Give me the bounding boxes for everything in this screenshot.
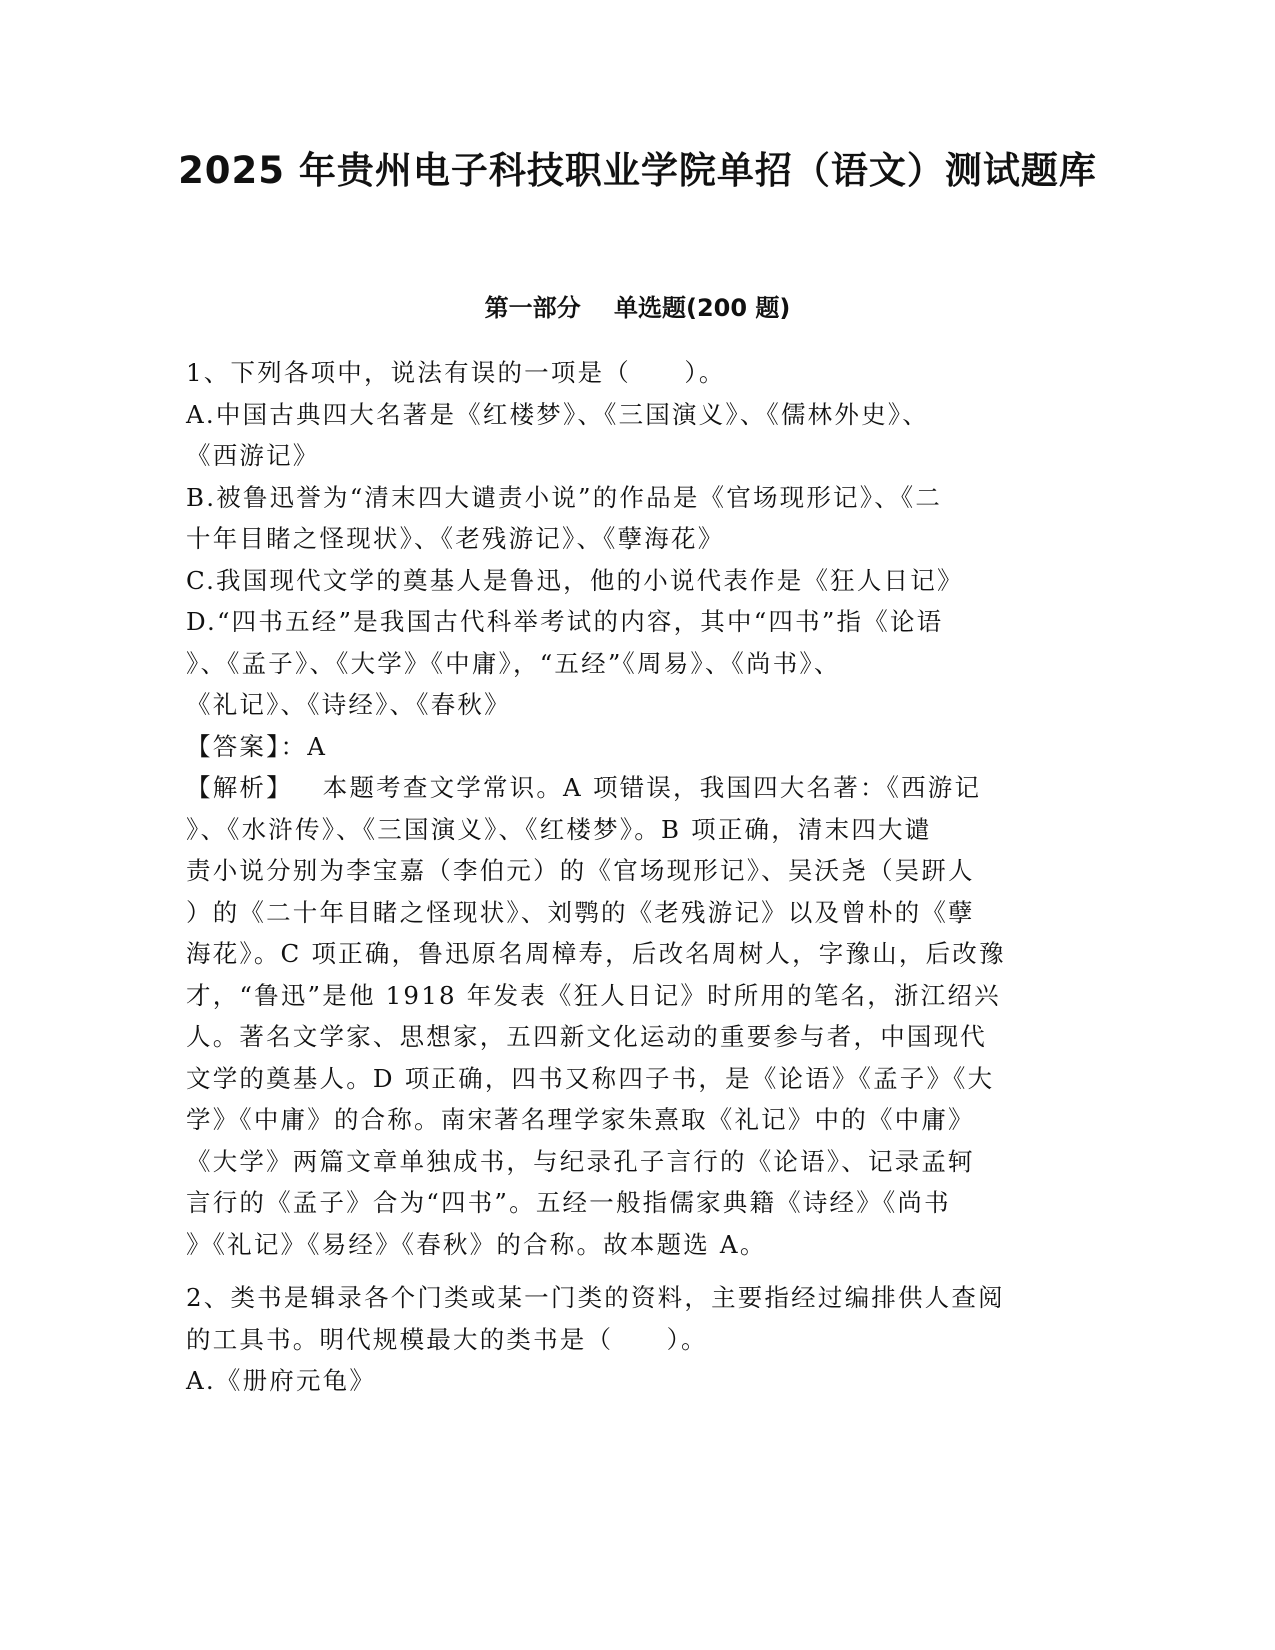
question-content — [186, 352, 1086, 1402]
question-2 — [186, 1277, 1086, 1402]
answer-line: 【答案】：A — [186, 731, 328, 761]
analysis-line: 海花》。C 项正确，鲁迅原名周樟寿，后改名周树人，字豫山，后改豫 — [186, 939, 1006, 968]
analysis-line: 言行的《孟子》合为“四书”。五经一般指儒家典籍《诗经》《尚书 — [186, 1188, 951, 1217]
option-b-line: B.被鲁迅誉为“清末四大谴责小说”的作品是《官场现形记》、《二 — [186, 482, 943, 512]
analysis-line: 》《礼记》《易经》《春秋》的合称。故本题选 A。 — [186, 1229, 767, 1259]
analysis-line: 才，“鲁迅”是他 1918 年发表《狂人日记》时所用的笔名，浙江绍兴 — [186, 980, 1001, 1010]
analysis-line: 文学的奠基人。D 项正确，四书又称四子书，是《论语》《孟子》《大 — [186, 1063, 995, 1093]
option-c-line: C.我国现代文学的奠基人是鲁迅，他的小说代表作是《狂人日记》 — [186, 565, 964, 595]
analysis-line: 学》《中庸》的合称。南宋著名理学家朱熹取《礼记》中的《中庸》 — [186, 1105, 975, 1134]
document-title: 2025 年贵州电子科技职业学院单招（语文）测试题库 — [178, 149, 1097, 192]
analysis-line: 《大学》两篇文章单独成书，与纪录孔子言行的《论语》、记录孟轲 — [186, 1146, 975, 1176]
analysis-line: 》、《水浒传》、《三国演义》、《红楼梦》。B 项正确，清末四大谴 — [186, 814, 932, 844]
analysis-line: 【解析】 本题考查文学常识。A 项错误，我国四大名著：《西游记 — [186, 773, 982, 802]
question-1 — [186, 352, 1086, 1265]
option-d-line: 《礼记》、《诗经》、《春秋》 — [186, 690, 511, 719]
option-b-line: 十年目睹之怪现状》、《老残游记》、《孽海花》 — [186, 524, 725, 553]
question-2-stem-line: 2、类书是辑录各个门类或某一门类的资料，主要指经过编排供人查阅 — [186, 1283, 1005, 1312]
analysis-line: 人。著名文学家、思想家，五四新文化运动的重要参与者，中国现代 — [186, 1022, 987, 1051]
option-d-line: D.“四书五经”是我国古代科举考试的内容，其中“四书”指《论语 — [186, 607, 944, 636]
question-1-stem-line: 1、下列各项中，说法有误的一项是（ ）。 — [186, 358, 726, 387]
analysis-line: 责小说分别为李宝嘉（李伯元）的《官场现形记》、吴沃尧（吴趼人 — [186, 856, 975, 885]
option-a-line: A.《册府元龟》 — [186, 1366, 377, 1395]
section-heading: 第一部分 单选题(200 题) — [484, 294, 791, 322]
option-d-line: 》、《孟子》、《大学》《中庸》，“五经”《周易》、《尚书》、 — [186, 648, 841, 678]
option-a-line: 《西游记》 — [186, 441, 320, 470]
analysis-line: ）的《二十年目睹之怪现状》、刘鹗的《老残游记》以及曾朴的《孽 — [186, 897, 975, 927]
option-a-line: A.中国古典四大名著是《红楼梦》、《三国演义》、《儒林外史》、 — [186, 399, 929, 429]
question-2-stem-line: 的工具书。明代规模最大的类书是（ ）。 — [186, 1324, 708, 1354]
question-spacer — [186, 1265, 1086, 1277]
